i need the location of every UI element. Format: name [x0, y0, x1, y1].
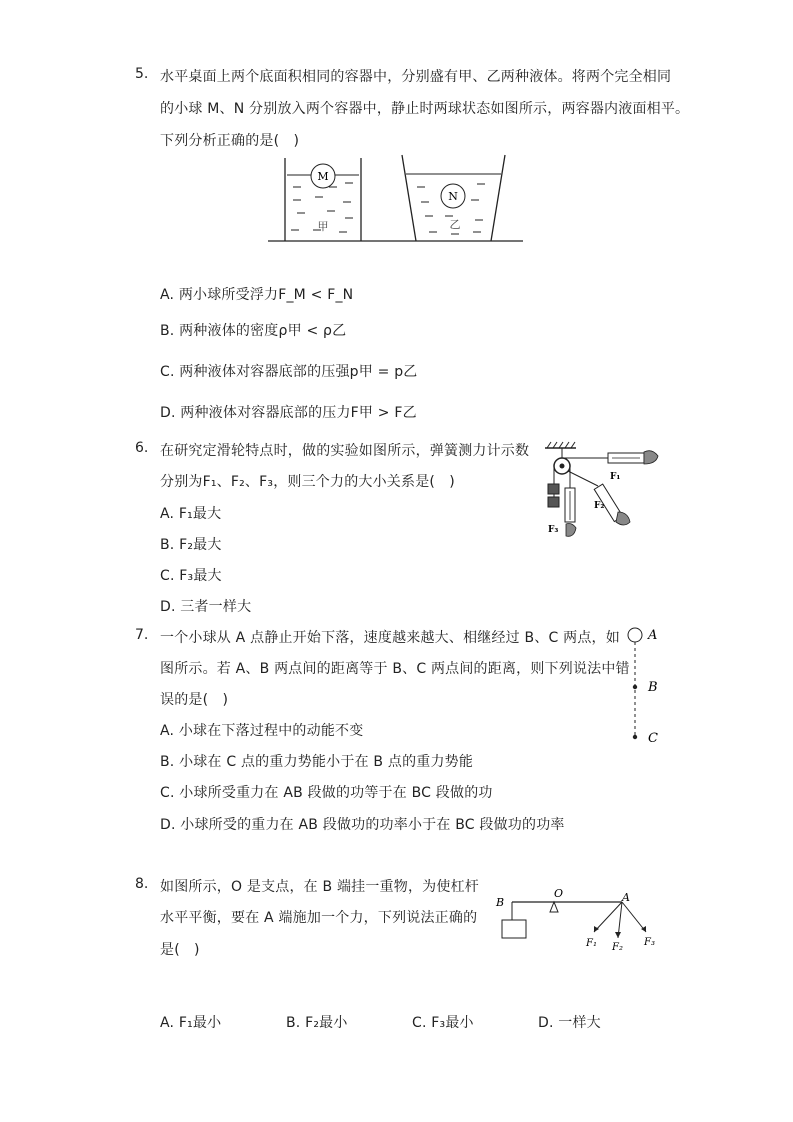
f1-label: F₁: [610, 472, 621, 482]
point-a-label: A: [622, 891, 630, 904]
option-d[interactable]: D. 两种液体对容器底部的压力F甲 > F乙: [160, 405, 417, 421]
question-number: 6.: [135, 440, 149, 456]
point-b-label: B: [496, 896, 505, 909]
option-d[interactable]: D. 一样大: [538, 1015, 601, 1031]
point-c-label: C: [648, 731, 658, 746]
option-d[interactable]: D. 三者一样大: [160, 599, 252, 615]
option-c[interactable]: C. F₃最大: [160, 568, 222, 584]
liquid-right-label: 乙: [449, 218, 461, 231]
question-number: 8.: [135, 876, 149, 892]
question-number: 5.: [135, 66, 149, 82]
option-c[interactable]: C. 两种液体对容器底部的压强p甲 = p乙: [160, 364, 418, 380]
option-b[interactable]: B. 两种液体的密度ρ甲 < ρ乙: [160, 323, 347, 339]
option-a[interactable]: A. F₁最大: [160, 506, 222, 522]
ball-m-label: M: [317, 170, 329, 183]
question-text-line: 是( ): [160, 942, 200, 958]
point-b-label: B: [648, 680, 658, 695]
pulley-figure: [540, 440, 665, 552]
force-f2-label: F₂: [612, 942, 623, 953]
question-text-line: 图所示。若 A、B 两点间的距离等于 B、C 两点间的距离，则下列说法中错: [160, 661, 630, 677]
force-f3-label: F₃: [644, 937, 655, 948]
f2-label: F₂: [594, 501, 605, 511]
question-text-line: 一个小球从 A 点静止开始下落，速度越来越大、相继经过 B、C 两点，如: [160, 630, 620, 646]
option-b[interactable]: B. F₂最小: [286, 1015, 348, 1031]
option-a[interactable]: A. F₁最小: [160, 1015, 222, 1031]
liquid-left-label: 甲: [317, 220, 329, 233]
option-a[interactable]: A. 两小球所受浮力F_M < F_N: [160, 287, 354, 303]
question-text-line: 的小球 M、N 分别放入两个容器中，静止时两球状态如图所示，两容器内液面相平。: [160, 101, 690, 117]
question-text-line: 水平桌面上两个底面积相同的容器中，分别盛有甲、乙两种液体。将两个完全相同: [160, 69, 672, 85]
option-c[interactable]: C. F₃最小: [412, 1015, 474, 1031]
lever-figure: [490, 882, 665, 952]
question-text-line: 分别为F₁、F₂、F₃，则三个力的大小关系是( ): [160, 474, 455, 490]
f3-label: F₃: [548, 525, 559, 535]
option-a[interactable]: A. 小球在下落过程中的动能不变: [160, 723, 364, 739]
ball-n-label: N: [448, 190, 458, 203]
question-text-line: 在研究定滑轮特点时，做的实验如图所示，弹簧测力计示数: [160, 443, 530, 459]
question-text-line: 误的是( ): [160, 692, 229, 708]
point-a-label: A: [648, 628, 658, 643]
question-text-line: 水平平衡，要在 A 端施加一个力，下列说法正确的: [160, 910, 478, 926]
fulcrum-o-label: O: [554, 887, 564, 900]
question-text-line: 如图所示，O 是支点，在 B 端挂一重物，为使杠杆: [160, 879, 479, 895]
containers-figure: [265, 150, 527, 246]
option-b[interactable]: B. F₂最大: [160, 537, 222, 553]
option-b[interactable]: B. 小球在 C 点的重力势能小于在 B 点的重力势能: [160, 754, 474, 770]
option-d[interactable]: D. 小球所受的重力在 AB 段做功的功率小于在 BC 段做功的功率: [160, 817, 565, 833]
question-number: 7.: [135, 627, 149, 643]
force-f1-label: F₁: [586, 938, 597, 949]
question-text-line: 下列分析正确的是( ): [160, 133, 300, 149]
option-c[interactable]: C. 小球所受重力在 AB 段做的功等于在 BC 段做的功: [160, 785, 493, 801]
falling-ball-figure: [620, 625, 670, 745]
